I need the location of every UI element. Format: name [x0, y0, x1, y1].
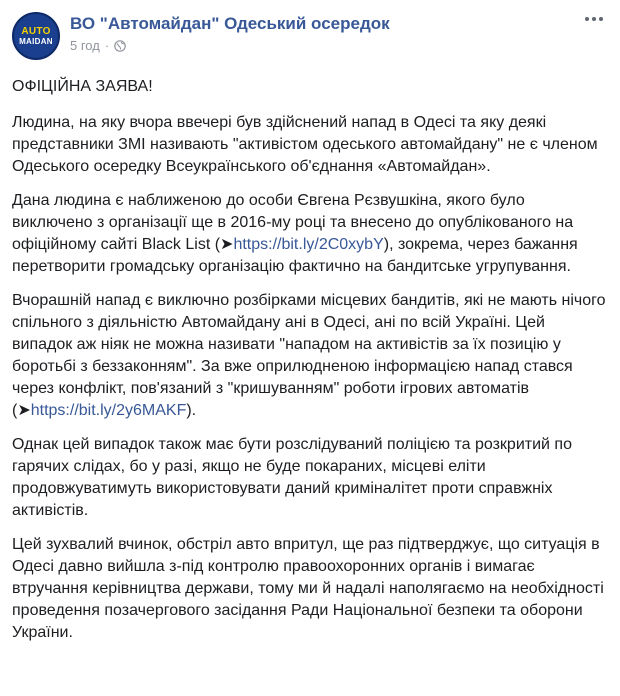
- paragraph-3: [12, 290, 608, 422]
- paragraph-3-text-before: Вчорашній напад є виключно розбірками місцевих бандитів, які не мають нічого спільного з діяльністю Автомайдану ані в Одесі, ані по всій Україні. Цей випадок аж ніяк не можна називати "нападом на активістів за їх позицію у боротьбі з беззаконням". За вже оприлюдненою інформацією напад стався через конфлікт, пов'язаний з "кришуванням" роботи ігрових автоматів (: [12, 292, 606, 419]
- arrow-icon: ➤: [220, 236, 234, 253]
- avatar-text-bottom: MAIDAN: [19, 36, 53, 46]
- post-title: ОФІЦІЙНА ЗАЯВА!: [12, 78, 153, 95]
- page-avatar[interactable]: [12, 12, 60, 60]
- paragraph-4: Однак цей випадок також має бути розслідуваний поліцією та розкритий по гарячих слідах, бо у разі, якщо не буде покараних, місцеві еліти продовжуватимуть використовувати даний криміналітет проти справжніх активістів.: [12, 436, 572, 519]
- paragraph-2: [12, 190, 608, 278]
- post-meta: [70, 14, 390, 53]
- paragraph-2-text-after: ), зокрема, через бажання перетворити громадську організацію фактично на бандитське угрупування.: [12, 236, 578, 275]
- paragraph-5: Цей зухвалий вчинок, обстріл авто впритул, ще раз підтверджує, що ситуація в Одесі давно вийшла з-під контролю правоохоронних органів і вимагає втручання керівництва держави, тому ми й надалі наполягаємо на необхідності проведення позачергового засідання Ради Національної безпеки та оборони України.: [12, 536, 604, 641]
- page-name-link[interactable]: ВО "Автомайдан" Одеський осередок: [70, 14, 390, 33]
- paragraph-3-text-after: ).: [186, 402, 197, 419]
- blacklist-link[interactable]: https://bit.ly/2C0xybY: [233, 236, 384, 253]
- arrow-icon: ➤: [17, 402, 31, 419]
- post-subline: [70, 38, 390, 53]
- more-horizontal-icon[interactable]: [582, 10, 606, 28]
- separator-dot: ·: [104, 38, 110, 53]
- avatar-text-top: AUTO: [21, 25, 51, 37]
- paragraph-2-text-before: Дана людина є наближеною до особи Євгена Рєзвушкіна, якого було виключено з організації ще в 2016-му році та внесено до опублікованого на офіційному сайті Black List (: [12, 192, 574, 253]
- post-timestamp[interactable]: 5 год: [70, 38, 100, 53]
- globe-icon[interactable]: [114, 40, 126, 52]
- post-body: [12, 76, 608, 644]
- paragraph-1: Людина, на яку вчора ввечері був здійснений напад в Одесі та яку деякі представники ЗМІ називають "активістом одеського автомайдану" не є членом Одеського осередку Всеукраїнського об'єднання «Автомайдан».: [12, 114, 598, 175]
- post-header: [12, 10, 608, 66]
- slot-machines-link[interactable]: https://bit.ly/2y6MAKF: [30, 402, 187, 419]
